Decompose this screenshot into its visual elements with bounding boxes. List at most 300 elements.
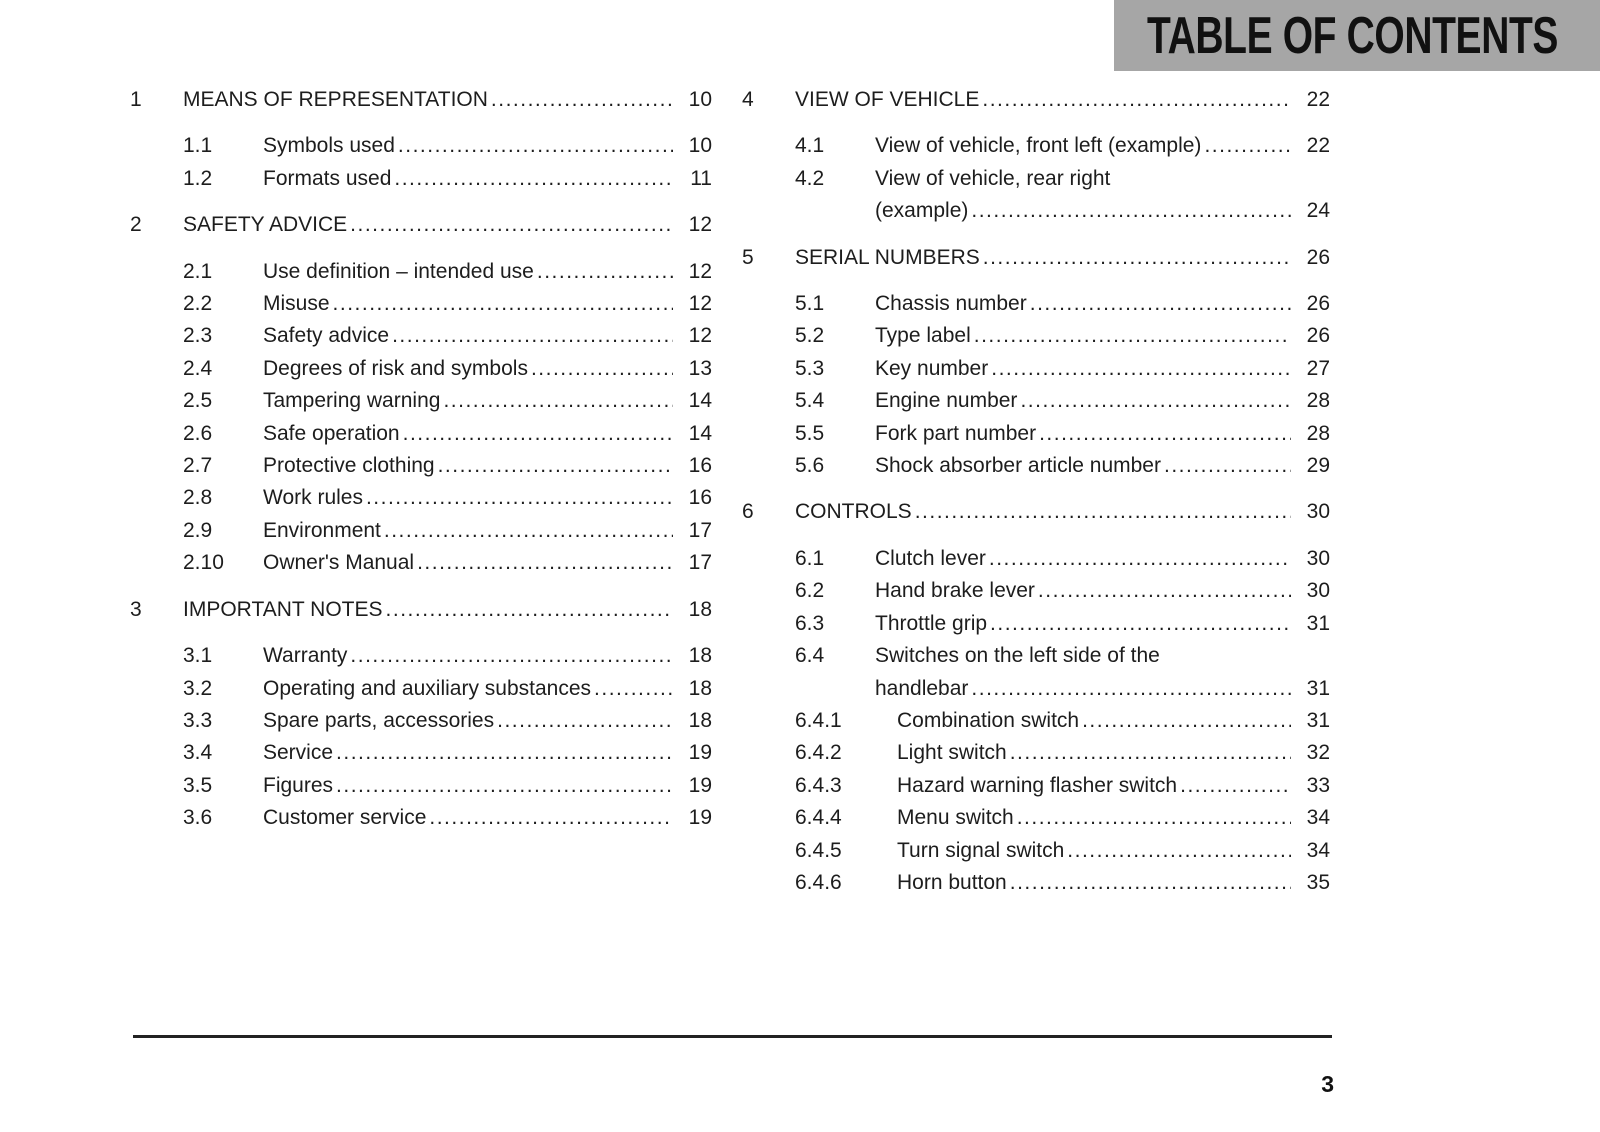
entry-title: Owner's Manual (263, 551, 415, 575)
entry-last-line (263, 320, 712, 352)
entry-title: Work rules (263, 486, 363, 510)
entry-last-line (875, 673, 1330, 705)
entry-body (897, 737, 1330, 769)
entry-last-line (875, 288, 1330, 320)
entry-last-line (875, 320, 1330, 352)
entry-body (795, 84, 1330, 116)
toc-entry-row (742, 163, 1330, 228)
page-ref: 30 (1306, 579, 1330, 603)
dot-leader (392, 320, 673, 352)
toc-section-row (742, 84, 1330, 116)
entry-number: 5.6 (795, 454, 825, 478)
entry-number: 3.2 (183, 676, 213, 700)
entry-body (263, 163, 712, 195)
entry-last-line (263, 547, 712, 579)
entry-number: 4.2 (795, 166, 825, 190)
dot-leader (1067, 835, 1291, 867)
toc-entry-row (130, 515, 712, 547)
dot-leader (336, 737, 673, 769)
entry-body (263, 737, 712, 769)
page-ref: 12 (688, 213, 712, 237)
entry-title: Environment (263, 518, 381, 542)
entry-number: 2 (130, 213, 142, 237)
dot-leader (491, 84, 673, 116)
page-ref: 27 (1306, 356, 1330, 380)
entry-title: Key number (875, 356, 989, 380)
entry-title: Shock absorber article number (875, 454, 1161, 478)
entry-body (795, 496, 1330, 528)
entry-body (875, 130, 1330, 162)
dot-leader (594, 673, 673, 705)
page-ref: 26 (1306, 245, 1330, 269)
dot-leader (1038, 575, 1291, 607)
toc-entry-row (130, 547, 712, 579)
page-ref: 28 (1306, 389, 1330, 413)
page-ref: 18 (688, 676, 712, 700)
entry-title: (example) (875, 199, 969, 223)
entry-last-line (183, 209, 712, 241)
toc-section-row (130, 84, 712, 116)
entry-body (897, 770, 1330, 802)
entry-body (183, 594, 712, 626)
entry-body (263, 705, 712, 737)
toc-entry-row (130, 353, 712, 385)
toc-entry-row (742, 418, 1330, 450)
dot-leader (971, 673, 1291, 705)
entry-body (875, 575, 1330, 607)
toc-entry-row (130, 482, 712, 514)
entry-number: 5.4 (795, 389, 825, 413)
toc-section-block (130, 84, 712, 195)
entry-body (875, 288, 1330, 320)
toc-column-right (742, 84, 1330, 899)
dot-leader (1164, 450, 1291, 482)
dot-leader (1010, 867, 1291, 899)
entry-number: 4 (742, 88, 754, 111)
entry-title: SERIAL NUMBERS (795, 245, 980, 269)
page-ref: 18 (688, 708, 712, 732)
entry-last-line (263, 640, 712, 672)
dot-leader (989, 543, 1291, 575)
toc-entry-row (742, 575, 1330, 607)
dot-leader (982, 84, 1291, 116)
page-ref: 22 (1306, 134, 1330, 158)
entry-number: 2.3 (183, 324, 213, 348)
entry-body (263, 130, 712, 162)
entry-number: 2.1 (183, 259, 213, 283)
entry-number: 3.6 (183, 806, 213, 830)
entry-body (263, 385, 712, 417)
entry-number: 5.5 (795, 421, 825, 445)
entry-number: 2.2 (183, 292, 213, 316)
entry-title: Chassis number (875, 292, 1027, 316)
page-ref: 19 (688, 773, 712, 797)
dot-leader (1039, 418, 1291, 450)
toc-entry-row (742, 770, 1330, 802)
toc-entry-row (130, 802, 712, 834)
entry-number: 2.9 (183, 518, 213, 542)
dot-leader (350, 640, 673, 672)
page-number: 3 (1321, 1071, 1334, 1097)
page-ref: 19 (688, 741, 712, 765)
entry-last-line (875, 385, 1330, 417)
page-ref: 35 (1306, 870, 1330, 894)
entry-number: 6.4.4 (795, 806, 842, 830)
entry-body (875, 418, 1330, 450)
toc-entry-row (742, 867, 1330, 899)
toc-entry-row (130, 163, 712, 195)
entry-title: Engine number (875, 389, 1018, 413)
dot-leader (443, 385, 673, 417)
toc-entry-row (130, 770, 712, 802)
entry-number: 6.4 (795, 644, 825, 668)
entry-number: 2.8 (183, 486, 213, 510)
toc-entry-row (130, 450, 712, 482)
entry-body (875, 163, 1330, 228)
entry-body (263, 256, 712, 288)
entry-title: Horn button (897, 870, 1007, 894)
entry-body (897, 705, 1330, 737)
entry-title: Clutch lever (875, 546, 986, 570)
dot-leader (417, 547, 673, 579)
page-ref: 19 (688, 806, 712, 830)
entry-title: VIEW OF VEHICLE (795, 88, 980, 111)
entry-body (263, 547, 712, 579)
entry-number: 2.4 (183, 356, 213, 380)
entry-number: 6.4.2 (795, 741, 842, 765)
entry-last-line (875, 195, 1330, 227)
entry-title: Tampering warning (263, 389, 441, 413)
entry-last-line (897, 770, 1330, 802)
entry-last-line (263, 482, 712, 514)
dot-leader (429, 802, 673, 834)
entry-last-line (795, 496, 1330, 528)
entry-title: Spare parts, accessories (263, 708, 495, 732)
page-ref: 22 (1306, 88, 1330, 111)
entry-body (263, 288, 712, 320)
entry-title: Type label (875, 324, 971, 348)
toc-entry-row (742, 450, 1330, 482)
dot-leader (394, 163, 673, 195)
toc-section-row (742, 496, 1330, 528)
toc-entry-row (742, 130, 1330, 162)
dot-leader (403, 418, 673, 450)
page-ref: 17 (688, 518, 712, 542)
page-title: TABLE OF CONTENTS (1146, 6, 1558, 65)
entry-number: 6.4.6 (795, 870, 842, 894)
toc-section-block (742, 242, 1330, 483)
dot-leader (983, 242, 1291, 274)
entry-last-line (263, 256, 712, 288)
dot-leader (384, 515, 673, 547)
toc-entry-row (130, 640, 712, 672)
entry-title: Turn signal switch (897, 838, 1065, 862)
page-ref: 13 (688, 356, 712, 380)
entry-last-line (263, 385, 712, 417)
dot-leader (336, 770, 673, 802)
page-ref: 14 (688, 421, 712, 445)
dot-leader (398, 130, 673, 162)
entry-number: 6.4.3 (795, 773, 842, 797)
page-ref: 18 (688, 597, 712, 621)
page-ref: 31 (1306, 708, 1330, 732)
entry-title: Menu switch (897, 806, 1014, 830)
toc-entry-row (742, 288, 1330, 320)
toc-entry-row (130, 320, 712, 352)
entry-number: 1.1 (183, 134, 213, 158)
entry-last-line (875, 418, 1330, 450)
toc-entry-row (130, 705, 712, 737)
entry-number: 6.2 (795, 579, 825, 603)
entry-body (897, 802, 1330, 834)
toc-section-row (130, 594, 712, 626)
toc-section-block (742, 84, 1330, 228)
entry-body (263, 482, 712, 514)
dot-leader (1010, 737, 1291, 769)
entry-last-line (875, 130, 1330, 162)
header-band (1114, 0, 1600, 71)
toc-entry-row (742, 835, 1330, 867)
entry-last-line (875, 543, 1330, 575)
entry-last-line (183, 84, 712, 116)
entry-body (263, 450, 712, 482)
entry-title: Safety advice (263, 324, 390, 348)
entry-last-line (897, 867, 1330, 899)
toc-entry-row (130, 130, 712, 162)
toc-entry-row (130, 737, 712, 769)
entry-title: Combination switch (897, 708, 1080, 732)
entry-last-line (263, 418, 712, 450)
page-ref: 34 (1306, 838, 1330, 862)
entry-last-line (263, 163, 712, 195)
page-ref: 12 (688, 292, 712, 316)
entry-body (263, 770, 712, 802)
dot-leader (386, 594, 673, 626)
toc-section-row (130, 209, 712, 241)
page-ref: 16 (688, 486, 712, 510)
dot-leader (991, 353, 1291, 385)
entry-body (875, 353, 1330, 385)
dot-leader (537, 256, 673, 288)
entry-last-line (263, 770, 712, 802)
entry-last-line (183, 594, 712, 626)
entry-number: 2.5 (183, 389, 213, 413)
entry-body (875, 640, 1330, 705)
page-ref: 26 (1306, 292, 1330, 316)
entry-number: 2.6 (183, 421, 213, 445)
page-ref: 30 (1306, 500, 1330, 524)
entry-last-line (897, 737, 1330, 769)
entry-title: Throttle grip (875, 611, 988, 635)
page-ref: 33 (1306, 773, 1330, 797)
dot-leader (1017, 802, 1291, 834)
entry-last-line (263, 288, 712, 320)
entry-last-line (795, 242, 1330, 274)
entry-title: Switches on the left side of the (875, 644, 1160, 668)
page-ref: 24 (1306, 199, 1330, 223)
entry-number: 2.10 (183, 551, 224, 575)
entry-body (897, 835, 1330, 867)
entry-number: 3.3 (183, 708, 213, 732)
page-ref: 14 (688, 389, 712, 413)
entry-number: 6.3 (795, 611, 825, 635)
entry-number: 5.1 (795, 292, 825, 316)
entry-title: Degrees of risk and symbols (263, 356, 528, 380)
toc-entry-row (742, 543, 1330, 575)
page-ref: 18 (688, 644, 712, 668)
page-ref: 11 (690, 166, 712, 190)
entry-body (263, 418, 712, 450)
page-ref: 10 (688, 88, 712, 111)
toc-entry-row (130, 256, 712, 288)
footer-rule (133, 1035, 1332, 1038)
page-ref: 12 (688, 259, 712, 283)
entry-body (875, 385, 1330, 417)
toc-entry-row (742, 385, 1330, 417)
entry-body (183, 84, 712, 116)
entry-title: Use definition – intended use (263, 259, 534, 283)
entry-number: 3.5 (183, 773, 213, 797)
entry-title: SAFETY ADVICE (183, 213, 348, 237)
entry-title: Operating and auxiliary substances (263, 676, 592, 700)
entry-last-line (263, 673, 712, 705)
entry-last-line (897, 705, 1330, 737)
entry-number: 6.1 (795, 546, 825, 570)
toc-entry-row (130, 288, 712, 320)
entry-last-line (263, 737, 712, 769)
toc-entry-row (742, 802, 1330, 834)
dot-leader (990, 608, 1291, 640)
entry-title: Customer service (263, 806, 427, 830)
entry-title: Figures (263, 773, 334, 797)
dot-leader (974, 320, 1291, 352)
entry-title: Service (263, 741, 334, 765)
entry-body (263, 515, 712, 547)
entry-last-line (875, 450, 1330, 482)
toc-section-block (130, 209, 712, 579)
entry-title: handlebar (875, 676, 969, 700)
entry-number: 5.2 (795, 324, 825, 348)
entry-title: Symbols used (263, 134, 395, 158)
dot-leader (1082, 705, 1291, 737)
dot-leader (915, 496, 1291, 528)
entry-body (263, 673, 712, 705)
toc-section-row (742, 242, 1330, 274)
toc-entry-row (742, 353, 1330, 385)
page-ref: 16 (688, 454, 712, 478)
page-ref: 30 (1306, 546, 1330, 570)
dot-leader (497, 705, 673, 737)
entry-number: 5.3 (795, 356, 825, 380)
dot-leader (1180, 770, 1291, 802)
entry-body (263, 802, 712, 834)
entry-number: 6.4.1 (795, 708, 842, 732)
entry-number: 2.7 (183, 454, 213, 478)
entry-last-line (897, 835, 1330, 867)
entry-number: 1.2 (183, 166, 213, 190)
toc-entry-row (130, 385, 712, 417)
entry-title: IMPORTANT NOTES (183, 597, 383, 621)
entry-body (263, 320, 712, 352)
entry-body (263, 640, 712, 672)
entry-body (183, 209, 712, 241)
entry-title: Light switch (897, 741, 1007, 765)
page-ref: 29 (1306, 454, 1330, 478)
entry-number: 3.4 (183, 741, 213, 765)
dot-leader (1030, 288, 1291, 320)
entry-title: Formats used (263, 166, 392, 190)
entry-body (875, 543, 1330, 575)
entry-title: Fork part number (875, 421, 1037, 445)
dot-leader (350, 209, 673, 241)
entry-number: 4.1 (795, 134, 825, 158)
page-ref: 31 (1306, 611, 1330, 635)
toc-column-left (130, 84, 712, 835)
page-ref: 26 (1306, 324, 1330, 348)
page-ref: 34 (1306, 806, 1330, 830)
entry-last-line (263, 450, 712, 482)
dot-leader (438, 450, 673, 482)
entry-last-line (875, 575, 1330, 607)
entry-number: 1 (130, 88, 142, 111)
entry-title: Safe operation (263, 421, 400, 445)
page-ref: 28 (1306, 421, 1330, 445)
entry-title: Misuse (263, 292, 330, 316)
page-ref: 31 (1306, 676, 1330, 700)
toc-entry-row (742, 640, 1330, 705)
dot-leader (531, 353, 673, 385)
toc-entry-row (130, 673, 712, 705)
entry-last-line (263, 705, 712, 737)
entry-title: Hand brake lever (875, 579, 1035, 603)
page-ref: 17 (688, 551, 712, 575)
entry-body (875, 320, 1330, 352)
toc-entry-row (742, 608, 1330, 640)
dot-leader (366, 482, 673, 514)
entry-last-line (875, 608, 1330, 640)
page-ref: 32 (1306, 741, 1330, 765)
entry-last-line (875, 353, 1330, 385)
entry-body (875, 450, 1330, 482)
entry-last-line (897, 802, 1330, 834)
toc-entry-row (742, 320, 1330, 352)
entry-title: Warranty (263, 644, 348, 668)
entry-title: View of vehicle, rear right (875, 166, 1111, 190)
toc-entry-row (742, 705, 1330, 737)
entry-last-line (795, 84, 1330, 116)
toc-entry-row (742, 737, 1330, 769)
entry-body (795, 242, 1330, 274)
entry-number: 6.4.5 (795, 838, 842, 862)
entry-title: MEANS OF REPRESENTATION (183, 88, 488, 111)
dot-leader (1020, 385, 1291, 417)
dot-leader (333, 288, 673, 320)
dot-leader (1204, 130, 1291, 162)
entry-title: CONTROLS (795, 500, 912, 524)
toc-section-block (130, 594, 712, 835)
entry-last-line (263, 130, 712, 162)
entry-title: Protective clothing (263, 454, 435, 478)
page-ref: 10 (688, 134, 712, 158)
entry-last-line (263, 515, 712, 547)
entry-body (897, 867, 1330, 899)
entry-body (875, 608, 1330, 640)
entry-body (263, 353, 712, 385)
dot-leader (971, 195, 1291, 227)
entry-number: 3 (130, 597, 142, 621)
entry-number: 3.1 (183, 644, 213, 668)
entry-title: View of vehicle, front left (example) (875, 134, 1202, 158)
